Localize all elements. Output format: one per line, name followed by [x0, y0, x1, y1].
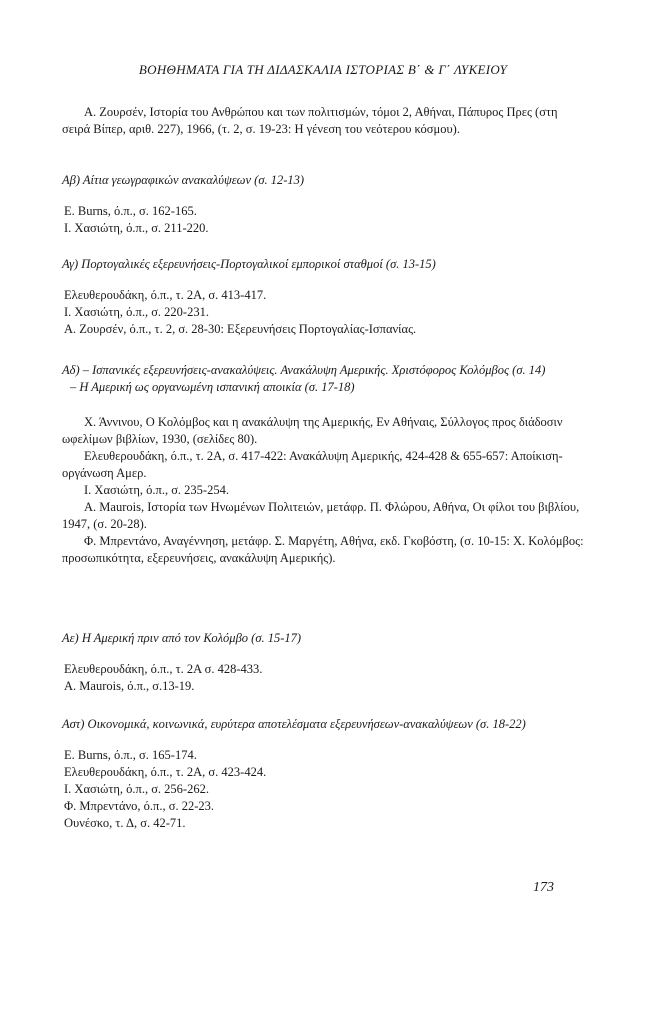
- section-heading: Αστ) Οικονομικά, κοινωνικά, ευρύτερα αποτελέσματα εξερευνήσεων-ανακαλύψεων (σ. 18-22): [62, 717, 526, 731]
- reference-list: [62, 203, 584, 237]
- reference-list: [62, 287, 584, 338]
- section-ab: [62, 172, 584, 237]
- section-heading: Αγ) Πορτογαλικές εξερευνήσεις-Πορτογαλικοί εμπορικοί σταθμοί (σ. 13-15): [62, 257, 436, 271]
- reference-item: Ι. Χασιώτη, ό.π., σ. 220-231.: [64, 305, 209, 319]
- section-heading: Αβ) Αίτια γεωγραφικών ανακαλύψεων (σ. 12-13): [62, 173, 305, 187]
- reference-item: Ι. Χασιώτη, ό.π., σ. 211-220.: [64, 221, 209, 235]
- reference-item: Ελευθερουδάκη, ό.π., τ. 2Α, σ. 413-417.: [64, 288, 267, 302]
- reference-item: Α. Maurois, ό.π., σ.13-19.: [64, 679, 195, 693]
- section-ad: [62, 362, 584, 567]
- reference-list: [62, 661, 584, 695]
- reference-item: Ουνέσκο, τ. Δ, σ. 42-71.: [64, 816, 186, 830]
- reference-item: Ελευθερουδάκη, ό.π., τ. 2Α, σ. 417-422: Ανακάλυψη Αμερικής, 424-428 & 655-657: Αποίκιση-οργάνωση Αμερ.: [62, 449, 563, 480]
- reference-item: Ελευθερουδάκη, ό.π., τ. 2Α, σ. 423-424.: [64, 765, 267, 779]
- intro-reference: Α. Ζουρσέν, Ιστορία του Ανθρώπου και των πολιτισμών, τόμοι 2, Αθήναι, Πάπυρος Πρες (στη σειρά Βίπερ, αριθ. 227), 1966, (τ. 2, σ. 19-23: Η γένεση του νεότερου κόσμου).: [62, 105, 558, 136]
- reference-item: Ε. Burns, ό.π., σ. 165-174.: [64, 748, 197, 762]
- reference-item: Α. Ζουρσέν, ό.π., τ. 2, σ. 28-30: Εξερευνήσεις Πορτογαλίας-Ισπανίας.: [64, 322, 417, 336]
- section-ag: [62, 256, 584, 338]
- page-number: 173: [533, 880, 554, 895]
- section-heading: Αδ) – Ισπανικές εξερευνήσεις-ανακαλύψεις. Ανακάλυψη Αμερικής. Χριστόφορος Κολόμβος (σ. 14): [62, 363, 546, 377]
- reference-item: Φ. Μπρεντάνο, Αναγέννηση, μετάφρ. Σ. Μαργέτη, Αθήνα, εκδ. Γκοβόστη, (σ. 10-15: Χ. Κολόμβος: προσωπικότητα, εξερευνήσεις, ανακάλυψη Αμερικής).: [62, 534, 584, 565]
- reference-item: Ι. Χασιώτη, ό.π., σ. 235-254.: [84, 483, 229, 497]
- reference-list: [62, 747, 584, 832]
- reference-list: [62, 414, 584, 567]
- reference-item: Ελευθερουδάκη, ό.π., τ. 2Α σ. 428-433.: [64, 662, 263, 676]
- reference-item: Χ. Άννινου, Ο Κολόμβος και η ανακάλυψη της Αμερικής, Εν Αθήναις, Σύλλογος προς διάδοσιν ωφελίμων βιβλίων, 1930, (σελίδες 80).: [62, 415, 563, 446]
- intro-block: [62, 104, 584, 138]
- reference-item: Φ. Μπρεντάνο, ό.π., σ. 22-23.: [64, 799, 215, 813]
- running-head: ΒΟΗΘΗΜΑΤΑ ΓΙΑ ΤΗ ΔΙΔΑΣΚΑΛΙΑ ΙΣΤΟΡΙΑΣ Β΄ & Γ΄ ΛΥΚΕΙΟΥ: [138, 62, 508, 77]
- reference-item: Ε. Burns, ό.π., σ. 162-165.: [64, 204, 197, 218]
- section-ae: [62, 630, 584, 695]
- section-heading: Αε) Η Αμερική πριν από τον Κολόμβο (σ. 15-17): [62, 631, 302, 645]
- reference-item: Ι. Χασιώτη, ό.π., σ. 256-262.: [64, 782, 209, 796]
- section-ast: [62, 716, 584, 832]
- reference-item: Α. Maurois, Ιστορία των Ηνωμένων Πολιτειών, μετάφρ. Π. Φλώρου, Αθήνα, Οι φίλοι του βιβλίου, 1947, (σ. 20-28).: [62, 500, 580, 531]
- section-subheading: – Η Αμερική ως οργανωμένη ισπανική αποικία (σ. 17-18): [70, 380, 355, 394]
